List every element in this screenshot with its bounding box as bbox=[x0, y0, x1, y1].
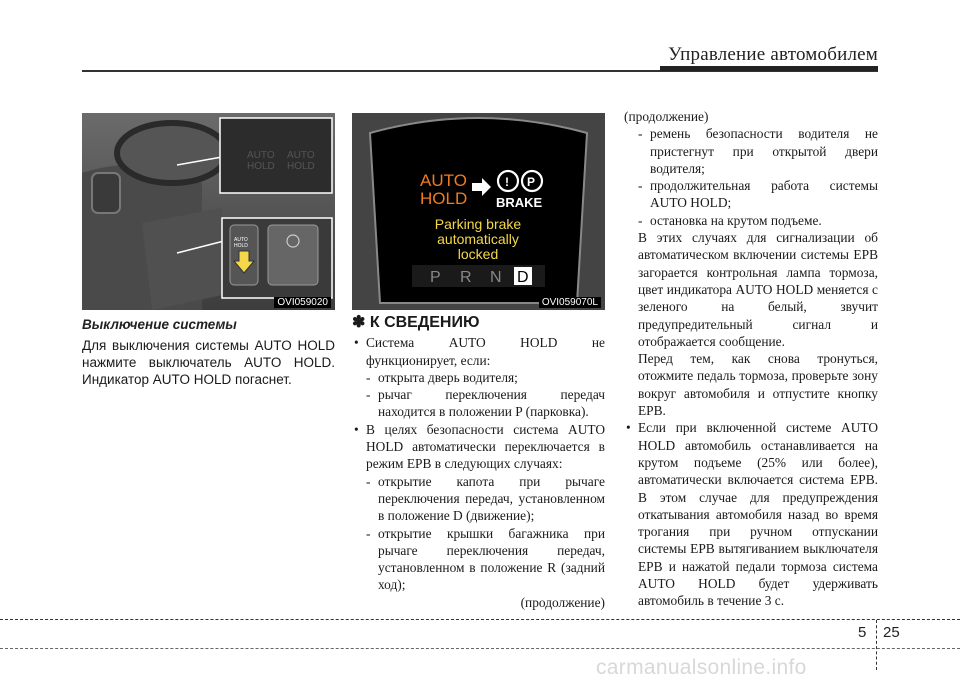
right-paragraph-2: Перед тем, как снова тронуться, отожмите педаль тормоза, проверьте зону вокруг автомобиля и отпустите кнопку EPB. bbox=[638, 351, 878, 419]
header-rule-accent bbox=[660, 66, 878, 71]
middle-column bbox=[352, 314, 605, 611]
note-dash-3: - открытие капота при рычаге переключения передач, установленном в положение D (движение); bbox=[366, 473, 605, 524]
switch-auto-text: AUTO bbox=[234, 237, 248, 243]
right-dash-2: - продолжительная работа системы AUTO HOLD; bbox=[638, 178, 878, 211]
page-header-title: Управление автомобилем bbox=[668, 44, 878, 65]
note-dash-1: - открыта дверь водителя; bbox=[366, 369, 518, 385]
cluster-display-image bbox=[352, 113, 605, 310]
note-title: ✽ К СВЕДЕНИЮ bbox=[352, 314, 480, 331]
message-line-2: automatically bbox=[437, 231, 519, 247]
footer-rule-secondary bbox=[0, 648, 960, 649]
continued-header: (продолжение) bbox=[624, 109, 709, 124]
dashboard-switch-image bbox=[82, 113, 335, 310]
panel-auto-text-1: AUTO bbox=[247, 150, 275, 161]
page-number-separator bbox=[876, 620, 877, 670]
gear-n: N bbox=[490, 269, 502, 286]
left-column bbox=[82, 316, 335, 388]
message-line-1: Parking brake bbox=[434, 216, 522, 232]
switch-hold-text: HOLD bbox=[234, 243, 248, 249]
note-bullet-1: • Система AUTO HOLD не функционирует, если: bbox=[354, 335, 605, 368]
note-bullet-2: • В целях безопасности система AUTO HOLD автоматически переключается в режим EPB в следующих случаях: bbox=[354, 421, 605, 472]
page-number: 25 bbox=[883, 624, 900, 641]
section-number: 5 bbox=[858, 624, 867, 641]
right-paragraph-1: В этих случаях для сигнализации об автоматическом включении системы EPB загорается контрольная лампа тормоза, цвет индикатора AUTO HOLD меняется с зеленого на белый, звучит предупредительный сигнал и отображается сообщение. bbox=[638, 230, 878, 349]
message-line-3: locked bbox=[457, 246, 499, 262]
right-column bbox=[624, 108, 878, 610]
section-paragraph: Для выключения системы AUTO HOLD нажмите выключатель AUTO HOLD. Индикатор AUTO HOLD погаснет. bbox=[82, 338, 335, 387]
image-code-2: OVI059070L bbox=[539, 297, 601, 308]
section-subtitle: Выключение системы bbox=[82, 317, 237, 332]
continued-label: (продолжение) bbox=[520, 594, 605, 610]
gear-d: D bbox=[517, 269, 529, 286]
gear-r: R bbox=[460, 269, 472, 286]
note-dash-2: - рычаг переключения передач находится в положении P (парковка). bbox=[366, 387, 605, 420]
footer-rule bbox=[0, 619, 960, 620]
watermark-text: carmanualsonline.info bbox=[596, 656, 807, 679]
auto-hold-auto-text: AUTO bbox=[420, 171, 467, 190]
right-dash-1: - ремень безопасности водителя не пристегнут при открытой двери водителя; bbox=[638, 126, 878, 176]
right-bullet-1: • Если при включенной системе AUTO HOLD автомобиль останавливается на крутом подъеме (25% или более), автоматически включается система EPB. В этом случае для предупреждения откатывания автомобиля назад во время трогания при ручном отпускании системы EPB вытягиванием выключателя EPB и нажатой педали тормоза система AUTO HOLD будет удерживать автомобиль в течение 3 с. bbox=[626, 420, 878, 609]
svg-text:!: ! bbox=[505, 175, 509, 189]
dashboard-illustration bbox=[82, 113, 335, 310]
note-dash-4: - открытие крышки багажника при рычаге переключения передач, установленном в положение R (задний ход); bbox=[366, 525, 605, 593]
image-code-1: OVI059020 bbox=[274, 297, 331, 308]
brake-text: BRAKE bbox=[496, 195, 543, 210]
panel-hold-text-1: HOLD bbox=[247, 161, 275, 172]
cluster-illustration bbox=[352, 113, 605, 310]
svg-text:P: P bbox=[527, 175, 536, 189]
gear-p: P bbox=[430, 269, 441, 286]
auto-hold-hold-text: HOLD bbox=[420, 189, 468, 208]
right-dash-3: - остановка на крутом подъеме. bbox=[638, 212, 822, 228]
panel-auto-text-2: AUTO bbox=[287, 150, 315, 161]
panel-hold-text-2: HOLD bbox=[287, 161, 315, 172]
